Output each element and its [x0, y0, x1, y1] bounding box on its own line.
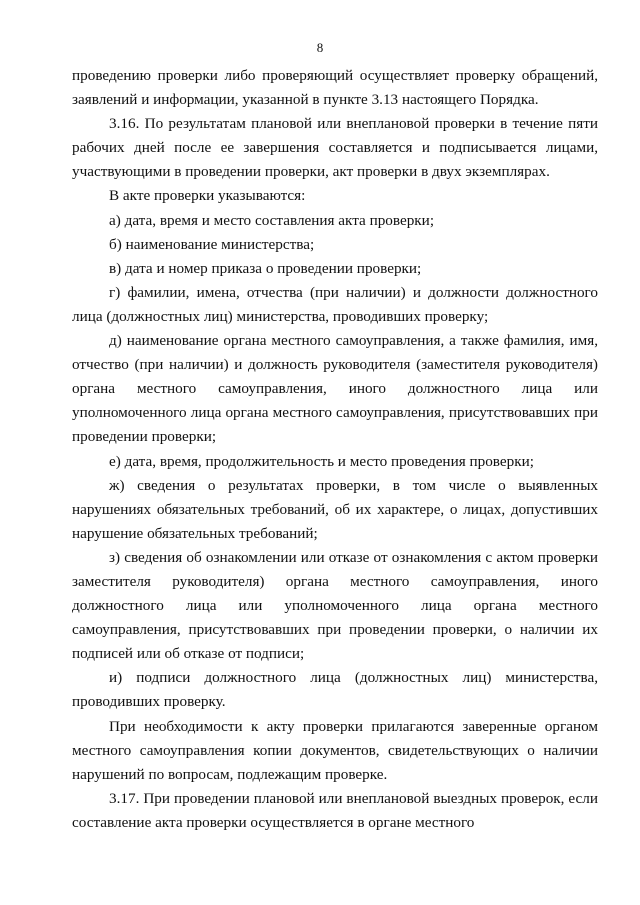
paragraph-attachments: При необходимости к акту проверки прилагаются заверенные органом местного самоуправления копии документов, свидетельствующих о наличии нарушений по вопросам, подлежащим проверке.: [72, 717, 598, 783]
document-body: [72, 64, 598, 835]
list-item-e: е) дата, время, продолжительность и место проведения проверки;: [109, 452, 534, 470]
list-item-z: з) сведения об ознакомлении или отказе от ознакомления с актом проверки заместителя руководителя) органа местного самоуправления, иного должностного лица или уполномоченного лица органа местного самоуправления, присутствовавших при проведении проверки, о наличии их подписей или об отказе от подписи;: [72, 548, 598, 663]
list-item-zh: ж) сведения о результатах проверки, в том числе о выявленных нарушениях обязательных требований, об их характере, о лицах, допустивших нарушение обязательных требований;: [72, 476, 598, 542]
paragraph-act-contents-intro: В акте проверки указываются:: [109, 187, 306, 205]
page-number: 8: [316, 40, 324, 55]
list-item-d: д) наименование органа местного самоуправления, а также фамилия, имя, отчество (при наличии) и должность руководителя (заместителя руководителя) органа местного самоуправления, иного должностного лица или уполномоченного лица органа местного самоуправления, присутствовавших при проведении проверки;: [72, 332, 598, 446]
list-item-g: г) фамилии, имена, отчества (при наличии) и должности должностного лица (должностных лиц) министерства, проводивших проверку;: [72, 283, 598, 325]
list-item-b: б) наименование министерства;: [109, 235, 315, 253]
paragraph-3-17: 3.17. При проведении плановой или внеплановой выездных проверок, если составление акта проверки осуществляется в органе местного: [72, 789, 598, 831]
list-item-v: в) дата и номер приказа о проведении проверки;: [109, 259, 422, 277]
list-item-i: и) подписи должностного лица (должностных лиц) министерства, проводивших проверку.: [72, 669, 598, 711]
paragraph-continuation: проведению проверки либо проверяющий осуществляет проверку обращений, заявлений и информации, указанной в пункте 3.13 настоящего Порядка.: [72, 67, 598, 109]
paragraph-3-16: 3.16. По результатам плановой или внеплановой проверки в течение пяти рабочих дней после ее завершения составляется и подписывается лицами, участвующими в проведении проверки, акт проверки в двух экземплярах.: [72, 115, 598, 181]
list-item-a: а) дата, время и место составления акта проверки;: [109, 211, 435, 229]
